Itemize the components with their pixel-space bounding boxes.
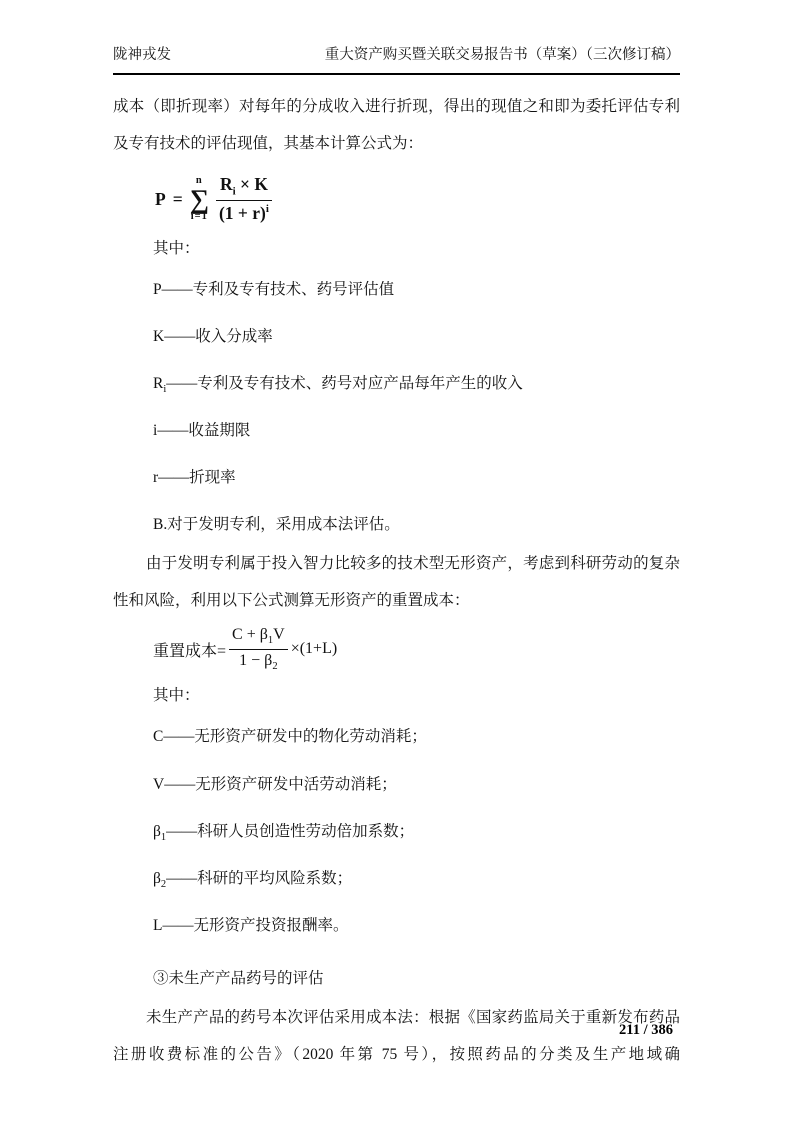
fraction-denominator [219,201,269,223]
formula-fraction [216,175,272,224]
definitions-label-1: 其中： [153,240,200,257]
denominator-base: (1 + r) [218,203,266,224]
definition-text: ——收入分成率 [164,328,273,346]
definition-item-r [113,457,680,504]
denominator-pre: 1 − β [239,651,273,669]
definition-symbol: β [153,822,161,840]
definition-symbol: P [153,281,162,298]
summation-symbol [190,175,209,222]
definition-item-Ri [113,363,680,410]
numerator-post: V [273,626,285,644]
formula-replacement-cost [153,623,680,675]
denominator-exponent: i [265,203,269,216]
definition-item-V [113,764,680,811]
definition-subscript: 1 [160,831,167,843]
numerator-subscript: i [232,185,236,198]
definition-text: ——专利及专有技术、药号评估值 [161,281,395,298]
definition-text: ——收益期限 [157,422,251,440]
sum-lower-limit: i=1 [190,211,208,223]
definition-symbol: K [153,328,165,346]
formula-lhs-label: 重置成本= [153,642,227,660]
formula-fraction [229,626,288,672]
definition-symbol: r [153,469,159,487]
definition-symbol: i [153,422,158,440]
definition-subscript: i [163,384,167,396]
paragraph-discount-intro: 成本（即折现率）对每年的分成收入进行折现，得出的现值之和即为委托评估专利及专有技术的评估现值，其基本计算公式为： [113,98,680,152]
definition-text: ——科研人员创造性劳动倍加系数； [166,822,415,840]
numerator-subscript: 1 [267,635,274,647]
definition-subscript: 2 [160,878,167,890]
definition-symbol: C [153,728,164,746]
sigma-glyph: ∑ [189,183,209,214]
formula-equals: = [172,188,183,209]
definition-text: ——专利及专有技术、药号对应产品每年产生的收入 [166,375,523,393]
page-number: 211 / 386 [619,1022,673,1038]
numerator-pre: C + β [232,626,268,644]
definition-text: ——无形资产投资报酬率。 [162,916,349,934]
definition-symbol: β [153,869,161,887]
definition-item-P [113,269,680,316]
definition-item-C [113,716,680,763]
definition-text: ——无形资产研发中活劳动消耗； [164,775,397,793]
definition-item-beta1 [113,811,680,858]
paragraph-unproduced-drug: 未生产产品的药号本次评估采用成本法：根据《国家药监局关于重新发布药品注册收费标准的公告》（2020 年第 75 号），按照药品的分类及生产地域确 [113,1008,680,1063]
formula-rhs: ×(1+L) [290,640,338,658]
formula-lhs: P [155,188,166,209]
denominator-subscript: 2 [272,661,278,673]
definition-text: ——折现率 [158,469,236,487]
definitions-label-2: 其中： [153,687,200,705]
definition-item-i [113,410,680,457]
definition-symbol: V [153,775,165,793]
fraction-numerator [216,175,272,202]
note-cost-method: B.对于发明专利，采用成本法评估。 [153,516,400,534]
definition-item-K [113,316,680,363]
definition-item-beta2 [113,858,680,905]
document-body [113,88,680,1073]
definition-text: ——无形资产研发中的物化劳动消耗； [163,728,427,746]
numerator-base: R [219,173,233,194]
numerator-rest: × K [235,173,268,194]
heading-unproduced-drug-number: ③未生产产品药号的评估 [153,969,324,987]
definition-text: ——科研的平均风险系数； [166,869,353,887]
definition-item-L [113,905,680,952]
formula-income-method [155,170,680,228]
definition-symbol: L [153,916,163,934]
fraction-denominator [239,650,277,673]
header-report-title: 重大资产购买暨关联交易报告书（草案）（三次修订稿） [324,47,680,63]
sum-upper-limit: n [195,175,203,187]
page-header [113,46,680,75]
header-company-name: 陇神戎发 [113,47,171,63]
definition-symbol: R [153,375,164,393]
paragraph-invention-patent: 由于发明专利属于投入智力比较多的技术型无形资产，考虑到科研劳动的复杂性和风险，利用以下公式测算无形资产的重置成本： [113,555,680,610]
fraction-numerator [229,626,288,650]
